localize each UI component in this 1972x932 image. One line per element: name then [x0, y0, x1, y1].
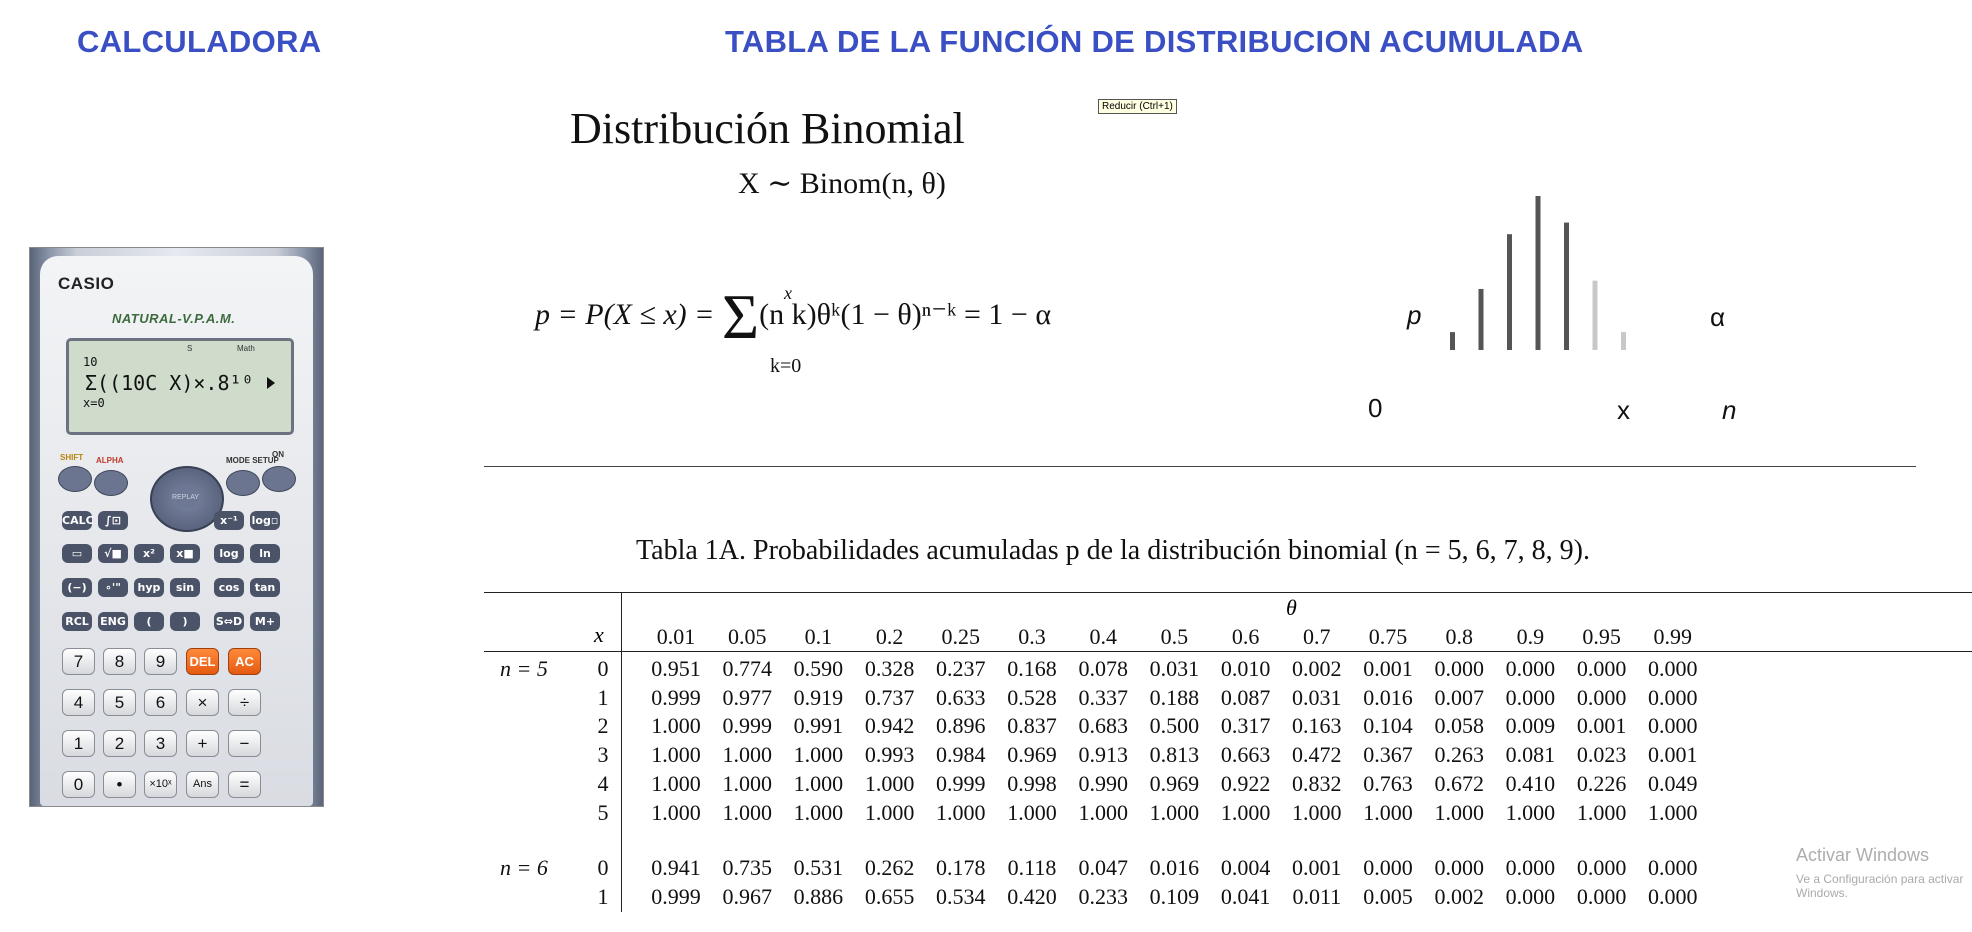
- probability-cell: 0.016: [1149, 855, 1200, 880]
- display-cursor-icon: [267, 377, 275, 389]
- pmf-bar: [1479, 289, 1484, 350]
- probability-cell: 0.163: [1292, 713, 1342, 739]
- probability-cell: 0.913: [1078, 742, 1128, 768]
- probability-cell: 0.001: [1292, 855, 1342, 880]
- probability-cell: 0.226: [1576, 770, 1627, 796]
- function-key-3-2[interactable]: (: [134, 612, 164, 631]
- x-value: 1: [597, 684, 609, 710]
- probability-cell: 1.000: [651, 713, 701, 739]
- probability-cell: 0.233: [1078, 883, 1128, 909]
- x-header: x: [594, 622, 604, 647]
- theta-value: 0.01: [656, 624, 696, 649]
- probability-cell: 0.001: [1648, 742, 1698, 768]
- probability-cell: 0.178: [936, 855, 986, 880]
- table-vertical-rule: [621, 592, 622, 912]
- pmf-bar: [1507, 234, 1512, 350]
- probability-cell: 0.420: [1007, 883, 1057, 909]
- probability-cell: 0.531: [793, 855, 844, 880]
- probability-cell: 1.000: [651, 799, 701, 825]
- probability-cell: 0.367: [1363, 742, 1413, 768]
- probability-cell: 0.977: [722, 684, 772, 710]
- table-top-rule: [484, 592, 1972, 593]
- theta-value: 0.05: [727, 624, 767, 649]
- probability-cell: 0.683: [1078, 713, 1128, 739]
- label-p: p: [1407, 300, 1422, 330]
- function-key-2-3[interactable]: sin: [170, 578, 200, 597]
- calculator-image: [29, 247, 324, 807]
- theta-value: 0.8: [1445, 624, 1473, 649]
- probability-cell: 0.004: [1220, 855, 1271, 880]
- probability-cell: 0.104: [1363, 713, 1413, 739]
- probability-cell: 0.735: [722, 855, 772, 880]
- probability-cell: 0.000: [1505, 656, 1556, 681]
- probability-cell: 0.262: [864, 855, 915, 880]
- pmf-bar: [1621, 332, 1626, 350]
- section-divider: [484, 466, 1916, 467]
- function-key-0-0[interactable]: CALC: [62, 511, 92, 530]
- probability-cell: 0.999: [651, 883, 701, 909]
- probability-cell: 0.896: [936, 713, 986, 739]
- probability-cell: 0.087: [1220, 684, 1271, 710]
- number-key-3-2[interactable]: ×10ˣ: [144, 771, 177, 798]
- probability-cell: 0.969: [1149, 770, 1200, 796]
- function-key-1-1[interactable]: √■: [98, 544, 128, 563]
- probability-cell: 0.263: [1434, 742, 1484, 768]
- probability-cell: 1.000: [651, 770, 701, 796]
- probability-cell: 1.000: [1007, 799, 1057, 825]
- function-key-2-4[interactable]: cos: [214, 578, 244, 597]
- display-sum-bottom: x=0: [83, 396, 105, 410]
- theta-value: 0.95: [1582, 624, 1621, 649]
- theta-value: 0.25: [941, 624, 981, 649]
- probability-cell: 0.000: [1576, 855, 1627, 880]
- shift-label: SHIFT: [60, 453, 84, 462]
- probability-cell: 0.016: [1363, 684, 1413, 710]
- theta-value: 0.75: [1368, 624, 1408, 649]
- function-key-1-5[interactable]: ln: [250, 544, 280, 563]
- probability-cell: 0.168: [1007, 656, 1057, 681]
- probability-cell: 0.001: [1576, 713, 1627, 739]
- probability-cell: 0.000: [1648, 883, 1698, 909]
- probability-cell: 0.998: [1007, 770, 1057, 796]
- probability-cell: 0.999: [651, 684, 701, 710]
- probability-cell: 0.000: [1648, 684, 1698, 710]
- theta-value: 0.3: [1018, 624, 1046, 649]
- label-x: x: [1617, 395, 1630, 425]
- x-value: 1: [597, 883, 609, 909]
- function-key-0-1[interactable]: ∫⊡: [98, 511, 128, 530]
- probability-cell: 0.590: [793, 656, 844, 681]
- display-expression: Σ((10C X)×.8¹⁰: [85, 371, 254, 395]
- probability-cell: 1.000: [651, 742, 701, 768]
- function-key-1-3[interactable]: x■: [170, 544, 200, 563]
- number-key-3-0[interactable]: 0: [62, 771, 95, 798]
- pmf-bar: [1593, 281, 1598, 350]
- calculator-model: NATURAL-V.P.A.M.: [112, 311, 236, 326]
- x-value: 4: [597, 770, 609, 796]
- probability-cell: 0.942: [864, 713, 915, 739]
- table-header-rule: [484, 651, 1972, 652]
- probability-cell: 0.655: [864, 883, 915, 909]
- theta-value: 0.7: [1303, 624, 1331, 649]
- probability-cell: 0.999: [722, 713, 772, 739]
- function-key-2-5[interactable]: tan: [250, 578, 280, 597]
- label-alpha: α: [1710, 302, 1726, 332]
- probability-cell: 0.001: [1363, 656, 1413, 681]
- probability-cell: 0.337: [1078, 684, 1128, 710]
- number-key-1-3[interactable]: ×: [186, 689, 219, 716]
- probability-cell: 0.031: [1149, 656, 1200, 681]
- probability-cell: 0.328: [864, 656, 915, 681]
- number-key-0-0[interactable]: 7: [62, 648, 95, 675]
- probability-cell: 0.078: [1078, 656, 1128, 681]
- number-key-2-1[interactable]: 2: [103, 730, 136, 757]
- probability-cell: 0.000: [1648, 855, 1698, 880]
- theta-value: 0.9: [1516, 624, 1545, 649]
- probability-cell: 0.990: [1078, 770, 1128, 796]
- function-key-2-0[interactable]: (−): [62, 578, 92, 597]
- alpha-key[interactable]: [94, 470, 128, 496]
- probability-cell: 0.837: [1007, 713, 1057, 739]
- number-key-1-0[interactable]: 4: [62, 689, 95, 716]
- probability-cell: 0.410: [1505, 770, 1556, 796]
- display-indicator-s: S: [187, 344, 193, 353]
- probability-cell: 1.000: [1220, 799, 1271, 825]
- number-key-1-4[interactable]: ÷: [228, 689, 261, 716]
- probability-cell: 0.774: [722, 656, 772, 681]
- x-value: 0: [597, 855, 609, 880]
- function-key-3-5[interactable]: M+: [250, 612, 280, 631]
- number-key-0-2[interactable]: 9: [144, 648, 177, 675]
- x-value: 2: [597, 713, 609, 739]
- formula-rhs: (n k)θᵏ(1 − θ)ⁿ⁻ᵏ = 1 − α: [759, 298, 1052, 331]
- probability-cell: 1.000: [1363, 799, 1413, 825]
- number-key-0-4[interactable]: AC: [228, 648, 261, 675]
- function-key-2-2[interactable]: hyp: [134, 578, 164, 597]
- calculator-heading: CALCULADORA: [77, 24, 322, 59]
- probability-cell: 0.500: [1149, 713, 1200, 739]
- distribution-title: Distribución Binomial: [570, 104, 965, 153]
- theta-value: 0.99: [1653, 624, 1693, 649]
- probability-cell: 0.047: [1078, 855, 1128, 880]
- function-key-1-0[interactable]: ▭: [62, 544, 92, 563]
- probability-cell: 1.000: [793, 770, 844, 796]
- x-value: 0: [597, 656, 609, 681]
- reduce-tooltip: Reducir (Ctrl+1): [1098, 99, 1177, 114]
- probability-cell: 0.000: [1505, 883, 1556, 909]
- probability-cell: 0.109: [1149, 883, 1200, 909]
- theta-value: 0.5: [1160, 624, 1189, 649]
- function-key-1-4[interactable]: log: [214, 544, 244, 563]
- sum-lower-limit: k=0: [770, 355, 802, 377]
- probability-cell: 1.000: [793, 799, 844, 825]
- probability-cell: 1.000: [1576, 799, 1627, 825]
- probability-cell: 1.000: [1648, 799, 1698, 825]
- probability-cell: 1.000: [1434, 799, 1484, 825]
- probability-cell: 0.317: [1220, 713, 1271, 739]
- theta-value: 0.2: [875, 624, 904, 649]
- label-zero: 0: [1368, 393, 1383, 423]
- function-key-3-4[interactable]: S⇔D: [214, 612, 244, 631]
- calculator-display: [66, 338, 294, 435]
- probability-cell: 1.000: [864, 799, 915, 825]
- probability-cell: 1.000: [793, 742, 844, 768]
- probability-cell: 0.000: [1648, 713, 1698, 739]
- probability-cell: 0.000: [1363, 855, 1413, 880]
- probability-cell: 0.023: [1576, 742, 1627, 768]
- probability-cell: 0.993: [864, 742, 915, 768]
- x-value: 3: [597, 742, 609, 768]
- function-key-0-4[interactable]: x⁻¹: [214, 511, 244, 530]
- probability-cell: 1.000: [1078, 799, 1128, 825]
- probability-cell: 0.000: [1505, 684, 1556, 710]
- distribution-notation: X ∼ Binom(n, θ): [738, 167, 946, 200]
- probability-cell: 0.633: [936, 684, 986, 710]
- table-heading: TABLA DE LA FUNCIÓN DE DISTRIBUCION ACUMULADA: [725, 24, 1584, 59]
- number-key-2-4[interactable]: −: [228, 730, 261, 757]
- function-key-3-1[interactable]: ENG: [98, 612, 128, 631]
- probability-cell: 0.534: [936, 883, 986, 909]
- probability-cell: 0.763: [1363, 770, 1413, 796]
- probability-cell: 0.663: [1220, 742, 1271, 768]
- number-key-0-3[interactable]: DEL: [186, 648, 219, 675]
- probability-cell: 0.000: [1576, 684, 1627, 710]
- on-label: ON: [272, 450, 284, 459]
- probability-cell: 0.922: [1220, 770, 1271, 796]
- probability-cell: 1.000: [1292, 799, 1342, 825]
- probability-cell: 0.081: [1505, 742, 1556, 768]
- function-key-2-1[interactable]: ∘'": [98, 578, 128, 597]
- mode-label: MODE SETUP: [226, 456, 279, 465]
- probability-cell: 0.941: [651, 855, 701, 880]
- theta-value: 0.4: [1089, 624, 1117, 649]
- probability-cell: 1.000: [1505, 799, 1556, 825]
- probability-cell: 0.472: [1292, 742, 1342, 768]
- theta-header: θ: [1286, 595, 1297, 620]
- number-key-0-1[interactable]: 8: [103, 648, 136, 675]
- number-key-1-1[interactable]: 5: [103, 689, 136, 716]
- probability-cell: 0.919: [793, 684, 844, 710]
- formula-lhs: p = P(X ≤ x) =: [535, 298, 722, 331]
- pmf-bar: [1450, 332, 1455, 350]
- x-value: 5: [597, 799, 609, 825]
- probability-cell: 0.951: [651, 656, 701, 681]
- probability-cell: 0.886: [793, 883, 844, 909]
- probability-cell: 0.000: [1434, 855, 1484, 880]
- probability-cell: 0.737: [864, 684, 915, 710]
- probability-cell: 0.000: [1648, 656, 1698, 681]
- windows-watermark-sub: Ve a Configuración para activar Windows.: [1796, 872, 1964, 900]
- alpha-label: ALPHA: [96, 456, 124, 465]
- probability-cell: 0.000: [1576, 656, 1627, 681]
- probability-cell: 0.528: [1007, 684, 1057, 710]
- probability-cell: 0.005: [1363, 883, 1413, 909]
- probability-cell: 0.000: [1505, 855, 1556, 880]
- number-key-3-3[interactable]: Ans: [186, 771, 219, 798]
- probability-cell: 0.031: [1292, 684, 1342, 710]
- calculator-brand: CASIO: [58, 274, 115, 293]
- probability-cell: 0.991: [793, 713, 844, 739]
- table-caption: Tabla 1A. Probabilidades acumuladas p de la distribución binomial (n = 5, 6, 7, 8, 9).: [636, 535, 1590, 566]
- probability-cell: 0.999: [936, 770, 986, 796]
- probability-cell: 0.188: [1149, 684, 1200, 710]
- number-key-3-4[interactable]: =: [228, 771, 261, 798]
- probability-cell: 0.002: [1292, 656, 1342, 681]
- probability-cell: 0.984: [936, 742, 986, 768]
- probability-cell: 0.813: [1149, 742, 1200, 768]
- probability-cell: 0.049: [1648, 770, 1698, 796]
- probability-cell: 0.000: [1434, 656, 1484, 681]
- probability-cell: 0.011: [1292, 883, 1342, 909]
- cdf-formula: [535, 280, 1051, 354]
- probability-cell: 0.002: [1434, 883, 1484, 909]
- theta-value: 0.1: [804, 624, 833, 649]
- replay-dpad[interactable]: [150, 466, 224, 532]
- pmf-bar: [1536, 196, 1541, 350]
- group-label: n = 5: [500, 656, 548, 681]
- probability-cell: 0.969: [1007, 742, 1057, 768]
- display-indicator-math: Math: [237, 344, 255, 353]
- function-key-3-0[interactable]: RCL: [62, 612, 92, 631]
- probability-cell: 0.672: [1434, 770, 1484, 796]
- function-key-3-3[interactable]: ): [170, 612, 200, 631]
- probability-cell: 1.000: [1149, 799, 1200, 825]
- probability-cell: 0.832: [1292, 770, 1342, 796]
- theta-value: 0.6: [1231, 624, 1260, 649]
- function-key-0-5[interactable]: log▫: [250, 511, 280, 530]
- replay-label: REPLAY: [172, 494, 200, 501]
- probability-cell: 0.007: [1434, 684, 1484, 710]
- mode-key[interactable]: [226, 470, 260, 496]
- probability-cell: 1.000: [722, 770, 772, 796]
- on-key[interactable]: [262, 466, 296, 492]
- probability-cell: 0.010: [1220, 656, 1271, 681]
- probability-cell: 0.041: [1220, 883, 1271, 909]
- function-key-1-2[interactable]: x²: [134, 544, 164, 563]
- number-key-2-3[interactable]: +: [186, 730, 219, 757]
- pmf-bar: [1564, 223, 1569, 350]
- shift-key[interactable]: [58, 466, 92, 492]
- probability-cell: 0.237: [936, 656, 986, 681]
- probability-cell: 0.000: [1576, 883, 1627, 909]
- calculator-face: [40, 256, 313, 806]
- number-key-2-2[interactable]: 3: [144, 730, 177, 757]
- probability-cell: 1.000: [722, 799, 772, 825]
- probability-cell: 1.000: [722, 742, 772, 768]
- sum-upper-limit: x: [784, 283, 792, 303]
- probability-cell: 0.967: [722, 883, 772, 909]
- number-key-3-1[interactable]: •: [103, 771, 136, 798]
- windows-watermark: Activar Windows: [1796, 845, 1930, 865]
- probability-cell: 1.000: [864, 770, 915, 796]
- number-key-1-2[interactable]: 6: [144, 689, 177, 716]
- probability-cell: 1.000: [936, 799, 986, 825]
- label-n: n: [1722, 395, 1737, 425]
- number-key-2-0[interactable]: 1: [62, 730, 95, 757]
- probability-cell: 0.058: [1434, 713, 1484, 739]
- probability-cell: 0.009: [1505, 713, 1556, 739]
- probability-cell: 0.118: [1007, 855, 1057, 880]
- binomial-illustration: [1355, 120, 1755, 425]
- display-sum-top: 10: [83, 355, 98, 369]
- group-label: n = 6: [500, 855, 548, 880]
- sigma-icon: Σ: [721, 281, 760, 352]
